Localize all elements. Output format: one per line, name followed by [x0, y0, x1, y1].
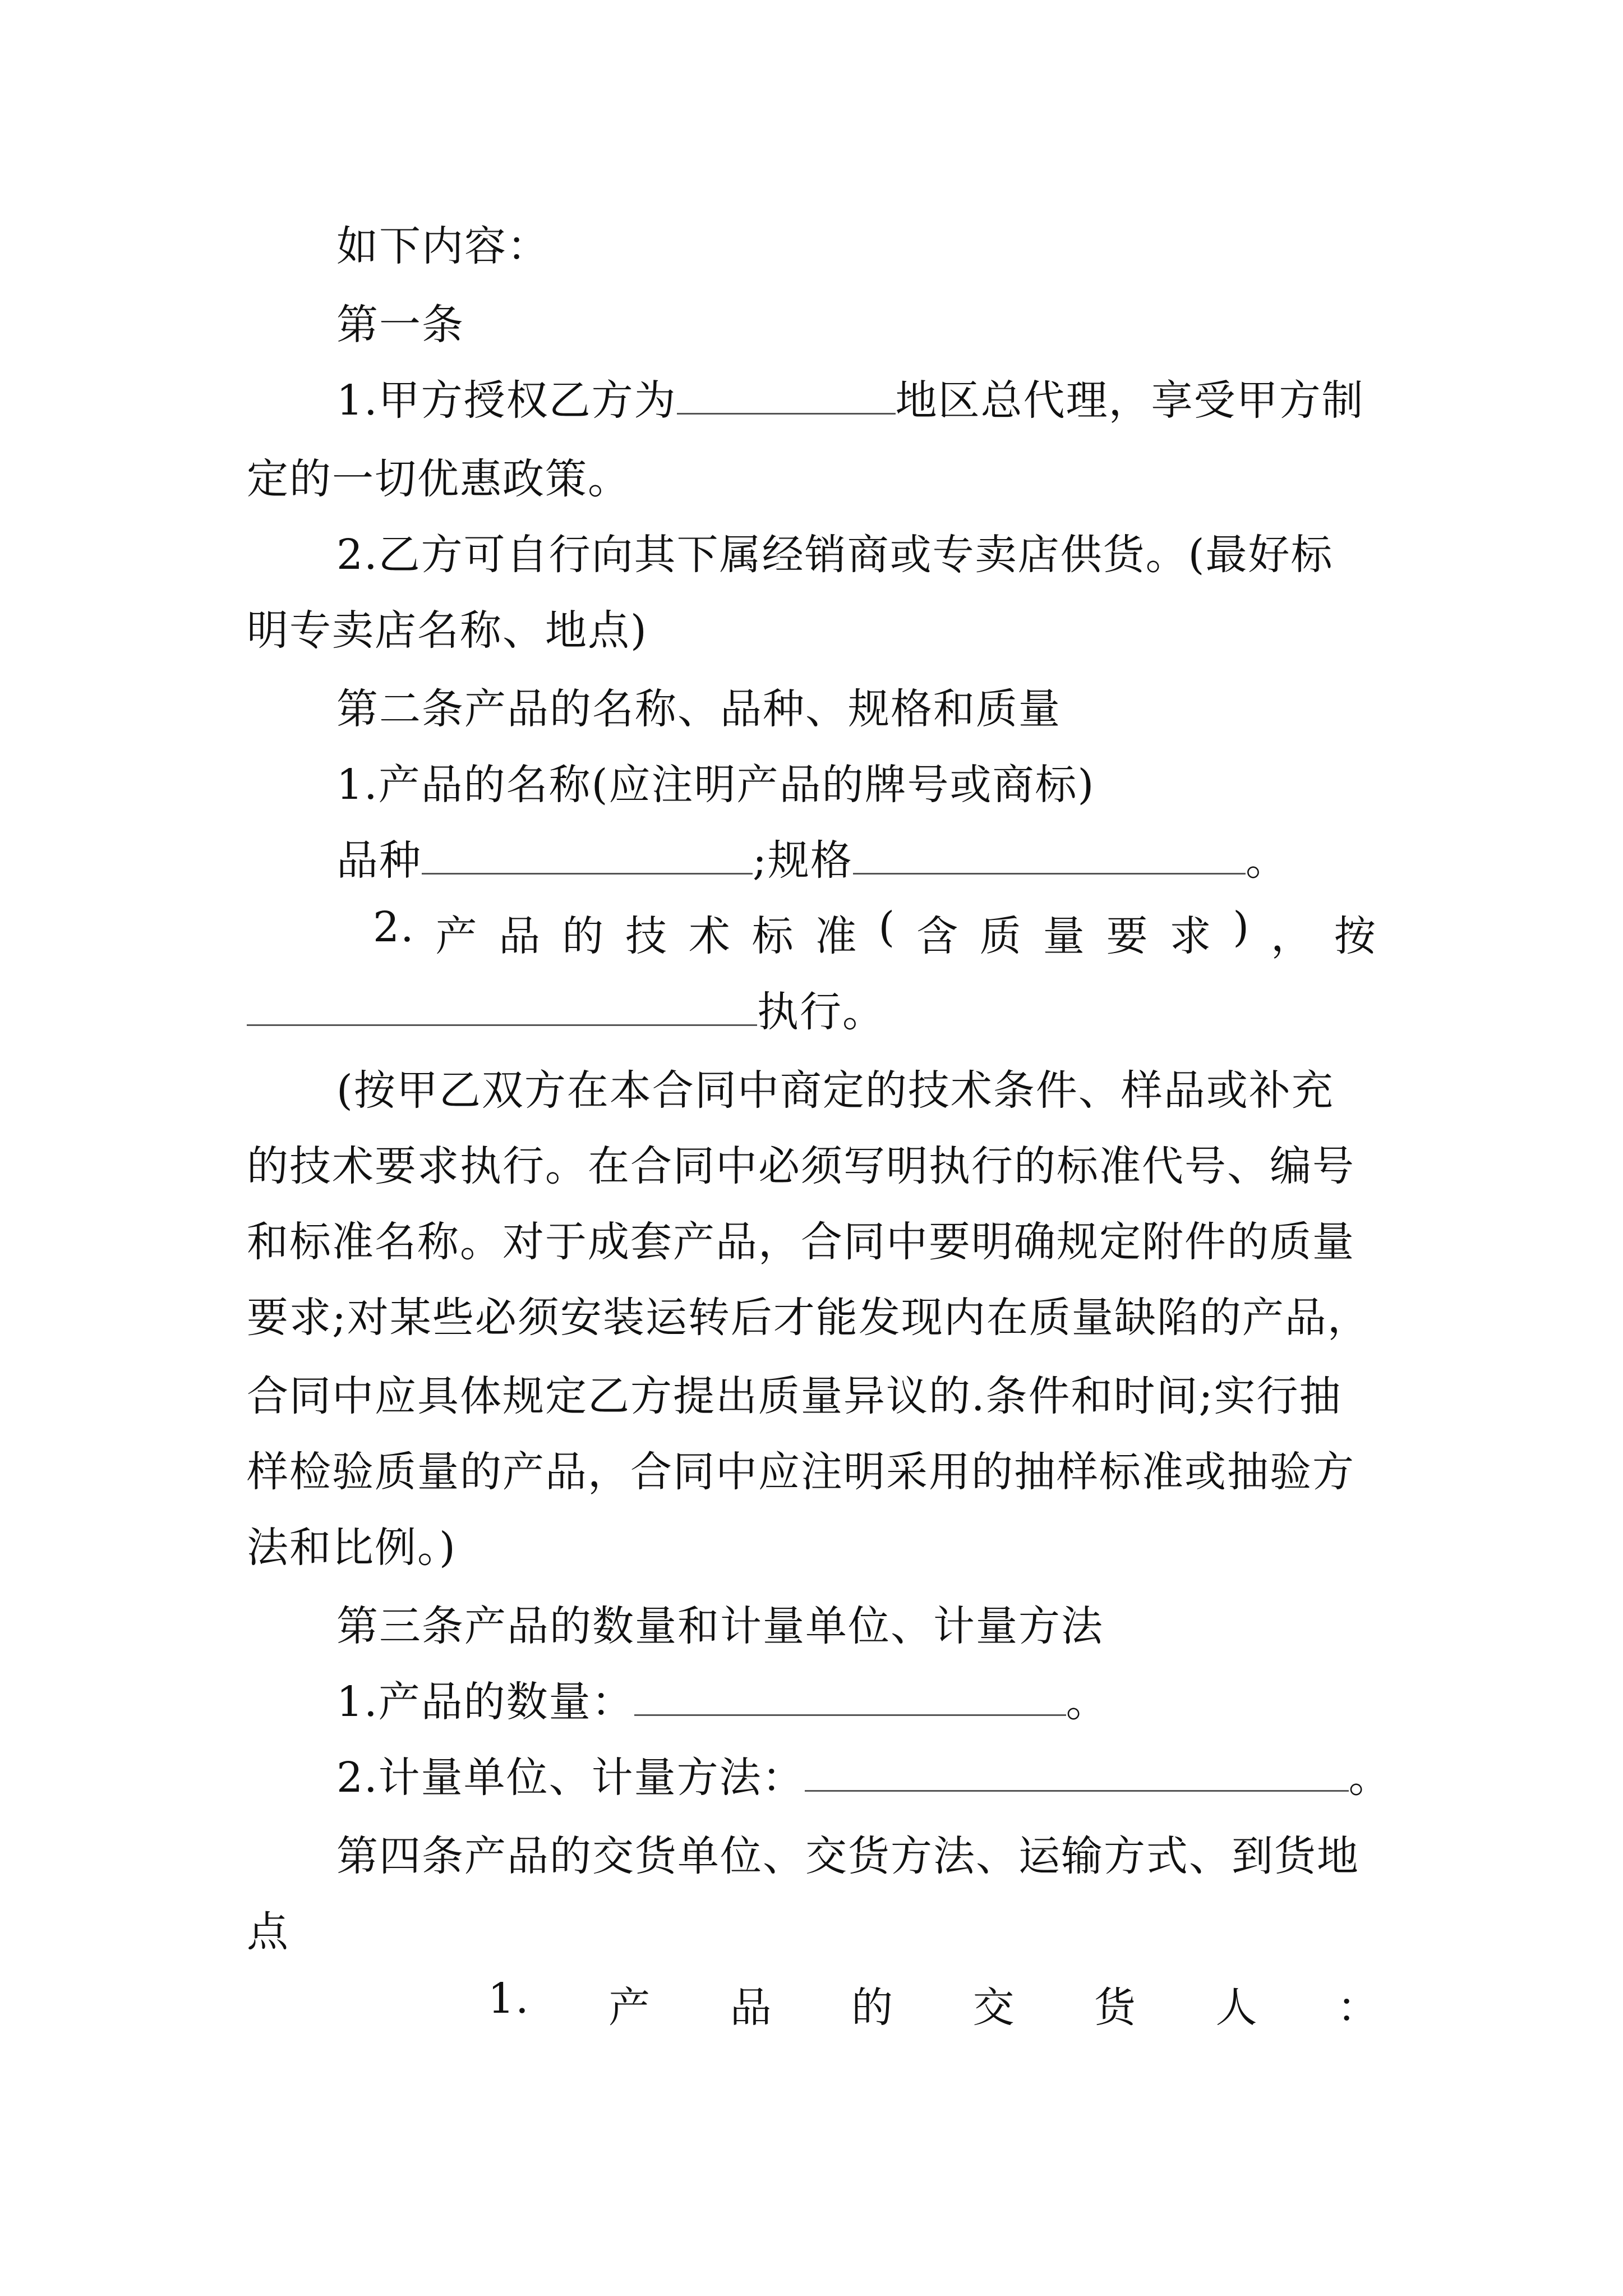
- article-2-title: 第二条产品的名称、品种、规格和质量: [336, 685, 1061, 733]
- execute-text: 执行。: [757, 988, 885, 1036]
- article-1-item-1-text-a: 1.甲方授权乙方为: [336, 376, 677, 425]
- standard-blank[interactable]: [247, 987, 757, 1026]
- item-2-num: 2.: [373, 903, 415, 951]
- article-2-item-2: [373, 903, 1377, 963]
- item-1-char: ：: [1337, 1984, 1380, 2032]
- item-2-char: 产: [435, 912, 478, 960]
- item-2-char: 质: [979, 912, 1022, 960]
- article-1-item-2: 2.乙方可自行向其下属经销商或专卖店供货。(最好标: [336, 531, 1334, 579]
- article-3-item-2: [336, 1745, 1391, 1804]
- note-line: 和标准名称。对于成套产品，合同中要明确规定附件的质量: [247, 1218, 1355, 1266]
- article-4-title-cont: 点: [247, 1908, 289, 1956]
- article-2-item-1: 1.产品的名称(应注明产品的牌号或商标): [336, 761, 1095, 809]
- article-4-title: 第四条产品的交货单位、交货方法、运输方式、到货地: [336, 1832, 1359, 1880]
- spec-blank[interactable]: [853, 835, 1246, 875]
- note-line: (按甲乙双方在本合同中商定的技术条件、样品或补充: [336, 1066, 1334, 1115]
- item-1-char: 品: [730, 1984, 773, 2032]
- variety-blank[interactable]: [422, 835, 753, 875]
- item-1-char: 产: [608, 1984, 652, 2032]
- article-3-title: 第三条产品的数量和计量单位、计量方法: [336, 1602, 1104, 1650]
- article-1-item-1-text-b: 地区总代理，享受甲方制: [895, 376, 1364, 425]
- item-2-char: 要: [1106, 912, 1149, 960]
- item-2-char: 的: [562, 912, 605, 960]
- item-2-char: 技: [625, 912, 668, 960]
- article-1-item-1-cont: 定的一切优惠政策。: [247, 455, 630, 503]
- quantity-period: 。: [1066, 1678, 1109, 1726]
- quantity-blank[interactable]: [634, 1677, 1066, 1716]
- item-2-char: 品: [499, 912, 542, 960]
- article-2-item-2-cont: [247, 979, 885, 1038]
- item-2-char: 术: [688, 912, 731, 960]
- unit-method-period: 。: [1348, 1754, 1391, 1802]
- region-blank[interactable]: [677, 375, 896, 415]
- note-line: 法和比例。): [247, 1524, 457, 1572]
- item-2-char: ，: [1271, 912, 1314, 960]
- article-1-item-1: [336, 367, 1364, 427]
- variety-spec-period: 。: [1245, 836, 1288, 885]
- item-1-char: 的: [851, 1984, 895, 2032]
- item-1-num: 1.: [488, 1975, 530, 2023]
- unit-method-blank[interactable]: [805, 1752, 1349, 1792]
- spec-label: ;规格: [753, 836, 853, 885]
- item-1-char: 人: [1215, 1984, 1258, 2032]
- item-2-char: 按: [1334, 912, 1377, 960]
- item-2-char: 量: [1043, 912, 1086, 960]
- article-1-item-2-cont: 明专卖店名称、地点): [247, 606, 648, 655]
- note-line: 的技术要求执行。在合同中必须写明执行的标准代号、编号: [247, 1142, 1355, 1190]
- note-line: 合同中应具体规定乙方提出质量异议的.条件和时间;实行抽: [247, 1372, 1342, 1420]
- item-2-char: 含: [916, 912, 960, 960]
- article-3-item-1: [336, 1669, 1109, 1728]
- note-line: 要求;对某些必须安装运转后才能发现内在质量缺陷的产品，: [247, 1294, 1370, 1342]
- quantity-label: 1.产品的数量：: [336, 1678, 634, 1726]
- item-2-char: (: [878, 903, 896, 951]
- item-2-char: 标: [751, 912, 795, 960]
- article-1-title: 第一条: [336, 301, 464, 349]
- variety-spec-line: [336, 827, 1288, 887]
- item-2-char: 准: [815, 912, 858, 960]
- item-1-char: 交: [972, 1984, 1016, 2032]
- item-2-char: 求: [1169, 912, 1212, 960]
- article-4-item-1: [488, 1975, 1380, 2034]
- unit-method-label: 2.计量单位、计量方法：: [336, 1754, 805, 1802]
- variety-label: 品种: [336, 836, 422, 885]
- item-1-char: 货: [1094, 1984, 1137, 2032]
- intro-text: 如下内容：: [336, 222, 550, 270]
- item-2-char: ): [1233, 903, 1251, 951]
- note-line: 样检验质量的产品，合同中应注明采用的抽样标准或抽验方: [247, 1448, 1355, 1496]
